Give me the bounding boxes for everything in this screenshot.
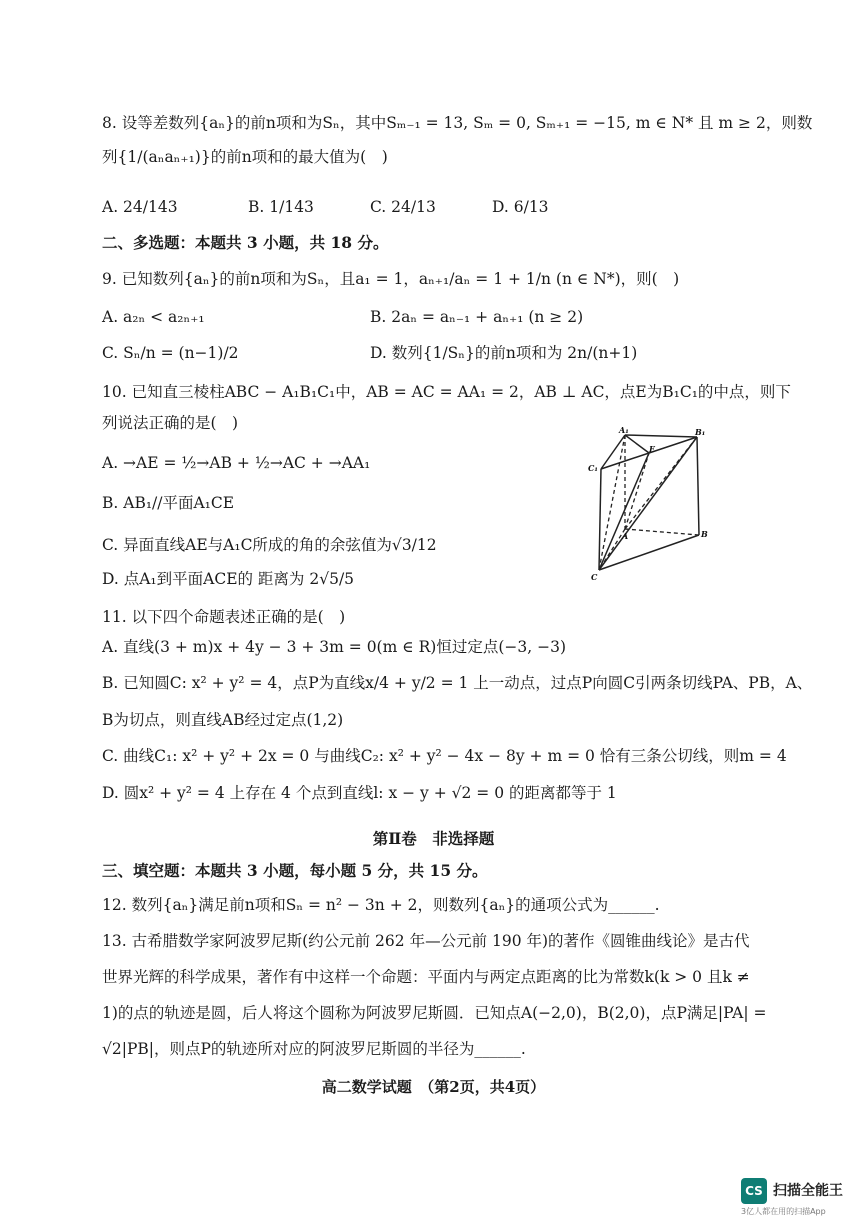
label-c: C [591,572,598,582]
q10-line1: 10. 已知直三棱柱ABC − A₁B₁C₁中，AB = AC = AA₁ = 2，AB ⊥ AC，点E为B₁C₁的中点，则下 [102,383,791,401]
q8-line1: 8. 设等差数列{aₙ}的前n项和为Sₙ，其中Sₘ₋₁ = 13, Sₘ = 0, Sₘ₊₁ = −15, m ∈ N* 且 m ≥ 2，则数 [102,114,813,132]
q9-option-b: B. 2aₙ = aₙ₋₁ + aₙ₊₁ (n ≥ 2) [370,308,584,326]
q8-option-b: B. 1/143 [248,198,314,216]
prism-figure [585,425,715,585]
label-a1: A₁ [619,425,629,435]
q8-option-d: D. 6/13 [492,198,549,216]
q9-option-c: C. Sₙ/n = (n−1)/2 [102,344,239,362]
q8-option-a: A. 24/143 [102,198,178,216]
q8-option-c: C. 24/13 [370,198,436,216]
q13-line4: √2|PB|，则点P的轨迹所对应的阿波罗尼斯圆的半径为______. [102,1040,526,1058]
part-2-title: 第Ⅱ卷 非选择题 [372,829,495,848]
scanner-watermark [741,1176,851,1216]
page-footer: 高二数学试题 （第2页，共4页） [321,1078,546,1096]
q10-option-b: B. AB₁//平面A₁CE [102,494,235,512]
q10-option-c: C. 异面直线AE与A₁C所成的角的余弦值为√3/12 [102,536,437,554]
q11-option-c: C. 曲线C₁: x² + y² + 2x = 0 与曲线C₂: x² + y² − 4x − 8y + m = 0 恰有三条公切线，则m = 4 [102,747,787,765]
edge-b1-b [697,437,699,535]
segment-a1-e [625,435,649,453]
label-c1: C₁ [588,463,598,473]
q13-line1: 13. 古希腊数学家阿波罗尼斯(约公元前 262 年—公元前 190 年)的著作《圆锥曲线论》是古代 [102,932,750,950]
label-e: E [649,444,656,454]
watermark-app-name: 扫描全能王 [773,1183,843,1199]
q12-line1: 12. 数列{aₙ}满足前n项和Sₙ = n² − 3n + 2，则数列{aₙ}的通项公式为______. [102,896,660,914]
edge-c1-c [599,469,601,570]
q11-option-a: A. 直线(3 + m)x + 4y − 3 + 3m = 0(m ∈ R)恒过定点(−3, −3) [102,638,566,656]
q13-line2: 世界光辉的科学成果，著作有中这样一个命题：平面内与两定点距离的比为常数k(k > 0 且k ≠ [102,968,750,986]
edge-a-b [625,529,699,535]
q11-line1: 11. 以下四个命题表述正确的是( ) [102,608,346,626]
q11-option-b-line1: B. 已知圆C: x² + y² = 4，点P为直线x/4 + y/2 = 1 上一动点，过点P向圆C引两条切线PA、PB，A、 [102,674,813,692]
q10-option-a: A. →AE = ½→AB + ½→AC + →AA₁ [102,454,371,472]
q11-option-d: D. 圆x² + y² = 4 上存在 4 个点到直线l: x − y + √2 = 0 的距离都等于 1 [102,784,617,802]
q9-line1: 9. 已知数列{aₙ}的前n项和为Sₙ，且a₁ = 1，aₙ₊₁/aₙ = 1 + 1/n (n ∈ N*)，则( ) [102,270,680,288]
q11-option-b-line2: B为切点，则直线AB经过定点(1,2) [102,711,344,729]
section-2-heading: 二、多选题：本题共 3 小题，共 18 分。 [102,233,389,252]
q13-line3: 1)的点的轨迹是圆，后人将这个圆称为阿波罗尼斯圆．已知点A(−2,0)，B(2,0)，点P满足|PA| = [102,1004,767,1022]
q9-option-d: D. 数列{1/Sₙ}的前n项和为 2n/(n+1) [370,344,638,362]
label-b: B [701,529,708,539]
edge-c-b [599,535,699,570]
camscanner-logo-icon: CS [741,1178,767,1204]
label-b1: B₁ [695,427,706,437]
q9-option-a: A. a₂ₙ < a₂ₙ₊₁ [102,308,205,326]
q8-line2: 列{1/(aₙaₙ₊₁)}的前n项和的最大值为( ) [102,148,388,166]
edge-a1-b1 [625,435,697,437]
q10-line2: 列说法正确的是( ) [102,414,239,432]
section-3-heading: 三、填空题：本题共 3 小题，每小题 5 分，共 15 分。 [102,861,488,880]
watermark-tagline: 3亿人都在用的扫描App [741,1207,826,1216]
label-a: A [622,531,629,541]
q10-option-d: D. 点A₁到平面ACE的 距离为 2√5/5 [102,570,355,588]
